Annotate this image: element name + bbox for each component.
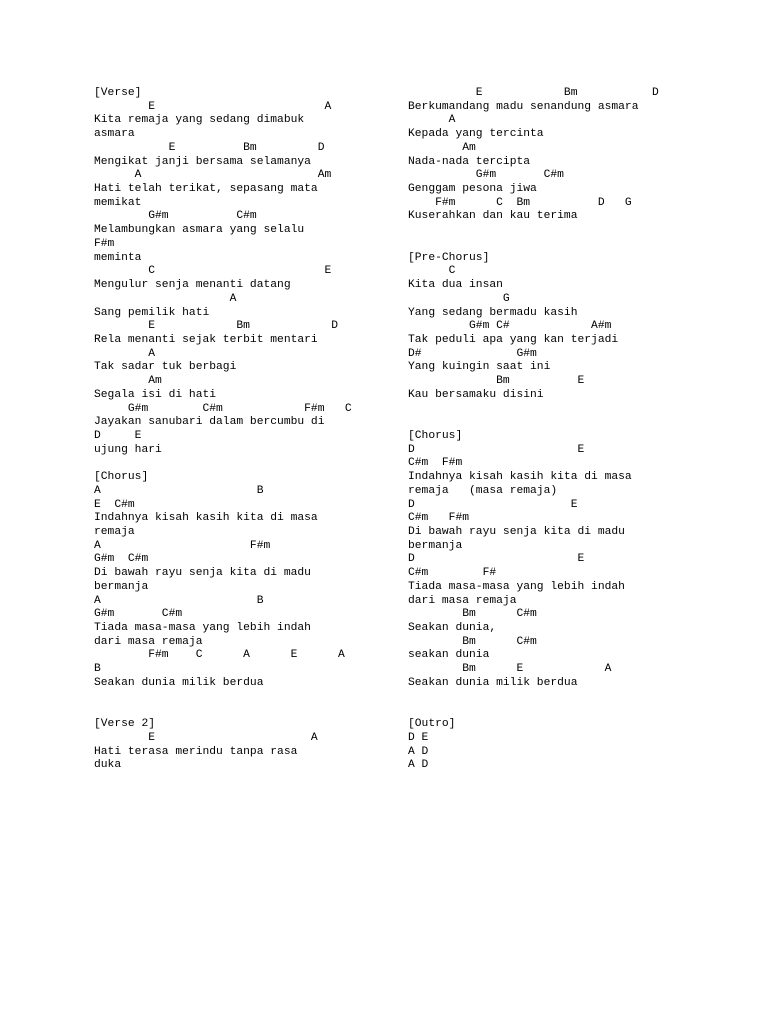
section-heading: [Verse 2]: [94, 718, 156, 731]
chord-line: D E: [408, 553, 585, 566]
section-heading: [Pre-Chorus]: [408, 251, 490, 264]
chord-line: A: [408, 114, 456, 127]
right-column: [408, 87, 708, 773]
lyric-line: bermanja: [408, 539, 463, 552]
lyric-line: Indahnya kisah kasih kita di masa: [94, 512, 318, 525]
lyric-line: asmara: [94, 128, 135, 141]
lyric-line: meminta: [94, 251, 142, 264]
chord-line: Bm C#m: [408, 635, 537, 648]
section-heading: [Chorus]: [94, 471, 149, 484]
blank-line: [408, 238, 708, 252]
lyric-line: Tak sadar tuk berbagi: [94, 361, 237, 374]
chord-line: E A: [94, 100, 332, 113]
blank-line: [408, 691, 708, 705]
lyric-line: Rela menanti sejak terbit mentari: [94, 333, 318, 346]
chord-line: A D: [408, 759, 429, 772]
lyric-line: Hati terasa merindu tanpa rasa: [94, 745, 298, 758]
chord-line: G#m C#m: [408, 169, 564, 182]
lyric-line: Tiada masa-masa yang lebih indah: [408, 580, 625, 593]
chord-line: G: [408, 292, 510, 305]
lyric-line: Kau bersamaku disini: [408, 388, 544, 401]
chord-line: D E: [408, 731, 429, 744]
lyric-line: Seakan dunia milik berdua: [94, 676, 264, 689]
chord-line: G#m C#m: [94, 210, 257, 223]
blank-line: [408, 403, 708, 417]
lyric-line: Nada-nada tercipta: [408, 155, 531, 168]
chord-line: C#m F#m: [408, 512, 470, 525]
chord-line: G#m C#m F#m C: [94, 402, 352, 415]
section-heading: [Verse]: [94, 87, 142, 99]
chord-line: C: [408, 265, 456, 278]
chord-line: B: [94, 663, 101, 676]
chord-line: E C#m: [94, 498, 135, 511]
chord-line: C#m F#: [408, 567, 497, 580]
lyric-line: Hati telah terikat, sepasang mata: [94, 183, 318, 196]
lyric-line: Berkumandang madu senandung asmara: [408, 100, 639, 113]
lyric-line: Kita remaja yang sedang dimabuk: [94, 114, 305, 127]
chord-line: A D: [408, 745, 429, 758]
chord-line: E Bm D: [408, 87, 659, 99]
chord-line: A B: [94, 484, 264, 497]
lyric-line: Seakan dunia milik berdua: [408, 676, 578, 689]
lyric-line: Segala isi di hati: [94, 388, 217, 401]
chord-line: C#m F#m: [408, 457, 463, 470]
chord-line: F#m: [94, 237, 115, 250]
chord-line: E Bm D: [94, 141, 325, 154]
lyric-line: Mengikat janji bersama selamanya: [94, 155, 311, 168]
lyric-line: seakan dunia: [408, 649, 490, 662]
lyric-line: Mengulur senja menanti datang: [94, 279, 291, 292]
lyric-line: Genggam pesona jiwa: [408, 183, 537, 196]
lyric-line: Yang sedang bermadu kasih: [408, 306, 578, 319]
lyric-line: Indahnya kisah kasih kita di masa: [408, 471, 632, 484]
lyric-line: memikat: [94, 196, 142, 209]
chord-line: F#m C A E A: [94, 649, 345, 662]
chord-line: A F#m: [94, 539, 271, 552]
lyric-line: Sang pemilik hati: [94, 306, 210, 319]
chord-line: A Am: [94, 169, 332, 182]
left-column: [94, 87, 394, 773]
lyric-line: dari masa remaja: [94, 635, 203, 648]
chord-line: Bm C#m: [408, 608, 537, 621]
chord-line: Am: [94, 375, 162, 388]
lyric-line: Melambungkan asmara yang selalu: [94, 224, 305, 237]
lyric-line: Kuserahkan dan kau terima: [408, 210, 578, 223]
chord-line: A: [94, 292, 237, 305]
blank-line: [408, 224, 708, 238]
chord-line: Bm E: [408, 375, 585, 388]
chord-line: G#m C# A#m: [408, 320, 612, 333]
section-heading: [Chorus]: [408, 429, 463, 442]
lyric-line: Jayakan sanubari dalam bercumbu di: [94, 416, 325, 429]
lyric-line: dari masa remaja: [408, 594, 517, 607]
chord-line: D E: [408, 443, 585, 456]
section-heading: [Outro]: [408, 718, 456, 731]
chord-line: G#m C#m: [94, 608, 183, 621]
lyric-line: duka: [94, 759, 122, 772]
blank-line: [94, 691, 394, 705]
chord-line: E Bm D: [94, 320, 339, 333]
lyric-line: bermanja: [94, 580, 149, 593]
lyric-line: Kita dua insan: [408, 279, 503, 292]
blank-line: [94, 704, 394, 718]
lyric-line: Yang kuingin saat ini: [408, 361, 551, 374]
chord-line: Bm E A: [408, 663, 612, 676]
lyric-line: remaja: [94, 526, 135, 538]
lyric-line: Tiada masa-masa yang lebih indah: [94, 622, 311, 635]
lyric-line: Di bawah rayu senja kita di madu: [94, 567, 311, 580]
chord-line: E A: [94, 731, 318, 744]
chord-line: C E: [94, 265, 332, 278]
lyric-line: Tak peduli apa yang kan terjadi: [408, 333, 619, 346]
chord-line: F#m C Bm D G: [408, 196, 632, 209]
blank-line: [94, 457, 394, 471]
lyric-line: Kepada yang tercinta: [408, 128, 544, 141]
lyric-line: ujung hari: [94, 443, 162, 456]
chord-line: D E: [408, 498, 578, 511]
chord-line: A B: [94, 594, 264, 607]
lyric-line: Di bawah rayu senja kita di madu: [408, 526, 625, 538]
lyric-line: remaja (masa remaja): [408, 484, 558, 497]
chord-line: Am: [408, 141, 476, 154]
chord-line: G#m C#m: [94, 553, 149, 566]
chord-line: D# G#m: [408, 347, 537, 360]
chord-line: A: [94, 347, 156, 360]
lyric-line: Seakan dunia,: [408, 622, 497, 635]
chord-line: D E: [94, 429, 142, 442]
blank-line: [408, 416, 708, 430]
blank-line: [408, 704, 708, 718]
